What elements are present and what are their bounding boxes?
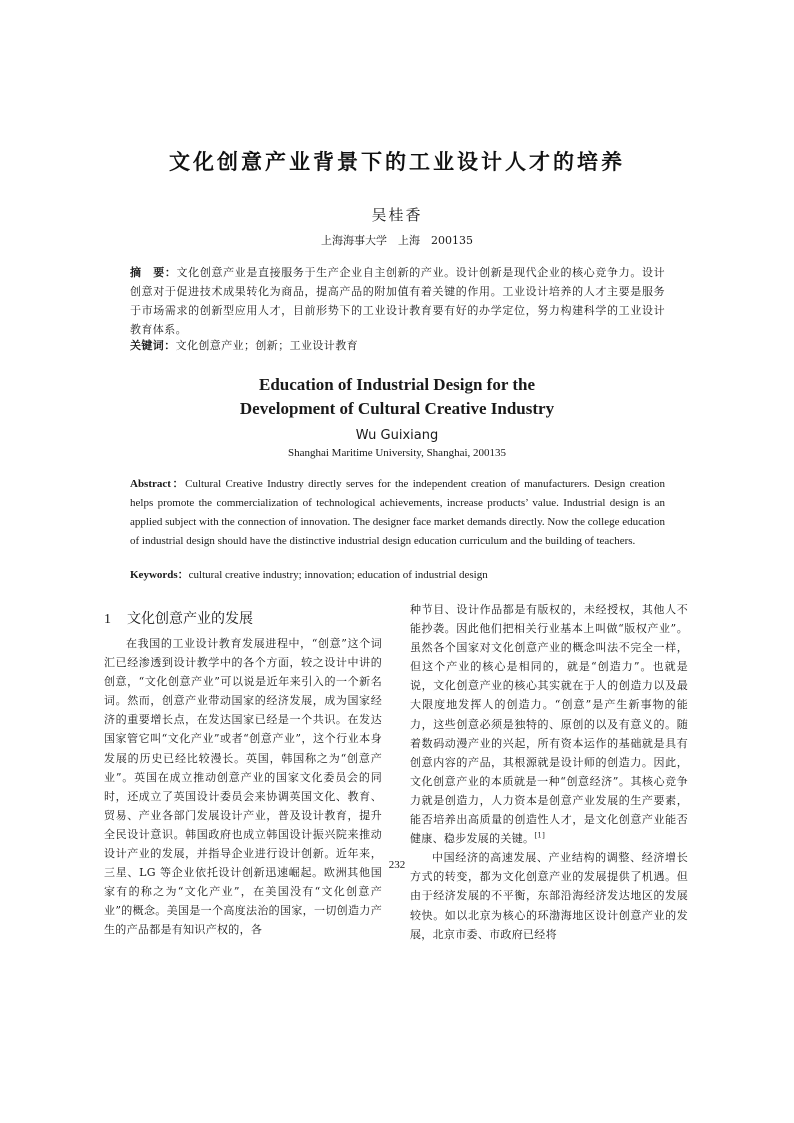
author-name-en: Wu Guixiang — [355, 428, 439, 443]
section-1-number: 1 — [104, 612, 111, 627]
paper-title-en — [0, 373, 794, 421]
title-en-line-1: Education of Industrial Design for the — [259, 375, 535, 394]
keywords-cn-label: 关键词： — [130, 339, 176, 352]
abstract-en — [130, 475, 665, 551]
right-column-paragraph-2: 中国经济的高速发展、产业结构的调整、经济增长方式的转变，都为文化创意产业的发展提供了机遇。但由于经济发展的不平衡，东部沿海经济发达地区的发展较快。如以北京为核心的环渤海地区设计创意产业的发展，北京市委、市政府已经将 — [410, 851, 688, 941]
right-column-paragraph-1-text: 种节目、设计作品都是有版权的，未经授权，其他人不能抄袭。因此他们把相关行业基本上叫做“版权产业”。虽然各个国家对文化创意产业的概念叫法不完全一样，但这个产业的核心是相同的，就是“创造力”。也就是说，文化创意产业的核心其实就在于人的创造力以及最大限度地发挥人的创造力。“创意”是产生新事物的能力，这些创意必须是独特的、原创的以及有意义的。随着数码动漫产业的兴起，所有资本运作的基础就是具有创意内容的产品，其根源就是设计师的创造力。因此，文化创意产业的本质就是一种“创意经济”。其核心竞争力就是创造力，人力资本是创意产业发展的生产要素，能否培养出高质量的创造性人才，是文化创意产业能否健康、稳步发展的关键。 — [410, 603, 688, 846]
keywords-cn — [130, 336, 665, 355]
left-column — [104, 634, 382, 940]
keywords-en-label: Keywords： — [130, 569, 189, 581]
right-column — [410, 600, 688, 944]
affiliation-cn: 上海海事大学 上海 200135 — [321, 234, 473, 247]
abstract-en-text: Cultural Creative Industry directly serves for the independent creation of manufacturers. Design creation helps promote the commercialization of technological achievements, increase products’ value. Industrial design is an applied subject with the connection of innovation. The designer face market demands directly. Now the college education of industrial design should have the distinctive industrial design education curriculum and the building of teachers. — [130, 478, 666, 547]
abstract-en-label: Abstract： — [130, 478, 186, 490]
keywords-en-text: cultural creative industry; innovation; education of industrial design — [188, 569, 488, 581]
right-column-paragraph-1 — [410, 600, 688, 848]
author-name-cn: 吴桂香 — [371, 206, 423, 224]
left-column-paragraph: 在我国的工业设计教育发展进程中，“创意”这个词汇已经渗透到设计教学中的各个方面，较之设计中讲的创意，“文化创意产业”可以说是近年来引入的一个新名词。然而，创意产业带动国家的经济发展，成为国家经济的重要增长点，在发达国家已经是一个共识。在发达国家管它叫“文化产业”或者“创意产业”，这个行业本身发展的历史已经比较漫长。英国，韩国称之为“创意产业”。英国在成立推动创意产业的国家文化委员会的同时，还成立了英国设计委员会来协调英国文化、教育、贸易、产业各部门发展设计产业，普及设计教育，提升全民设计意识。韩国政府也成立韩国设计振兴院来推动设计产业的发展，并指导企业进行设计创新。近年来，三星、LG 等企业依托设计创新迅速崛起。欧洲其他国家有的称之为“文化产业”，在美国没有“文化创意产业”的概念。美国是一个高度法治的国家，一切创造力产生的产品都是有知识产权的，各 — [104, 637, 382, 937]
affiliation-en: Shanghai Maritime University, Shanghai, 200135 — [287, 447, 507, 459]
section-1-title: 文化创意产业的发展 — [127, 611, 253, 627]
keywords-en — [130, 566, 665, 585]
abstract-cn-label: 摘 要： — [130, 266, 177, 279]
title-en-line-2: Development of Cultural Creative Industry — [239, 399, 555, 418]
keywords-cn-text: 文化创意产业；创新；工业设计教育 — [175, 339, 359, 352]
section-1-heading — [104, 608, 253, 628]
page-number: 232 — [388, 859, 406, 871]
paper-title-cn: 文化创意产业背景下的工业设计人才的培养 — [169, 149, 625, 174]
abstract-cn — [130, 263, 665, 339]
reference-marker[interactable]: [1] — [534, 831, 546, 840]
abstract-cn-text: 文化创意产业是直接服务于生产企业自主创新的产业。设计创新是现代企业的核心竞争力。设计创意对于促进技术成果转化为商品，提高产品的附加值有着关键的作用。工业设计培养的人才主要是服务于市场需求的创新型应用人才，目前形势下的工业设计教育要有好的办学定位，努力构建科学的工业设计教育体系。 — [130, 266, 665, 336]
